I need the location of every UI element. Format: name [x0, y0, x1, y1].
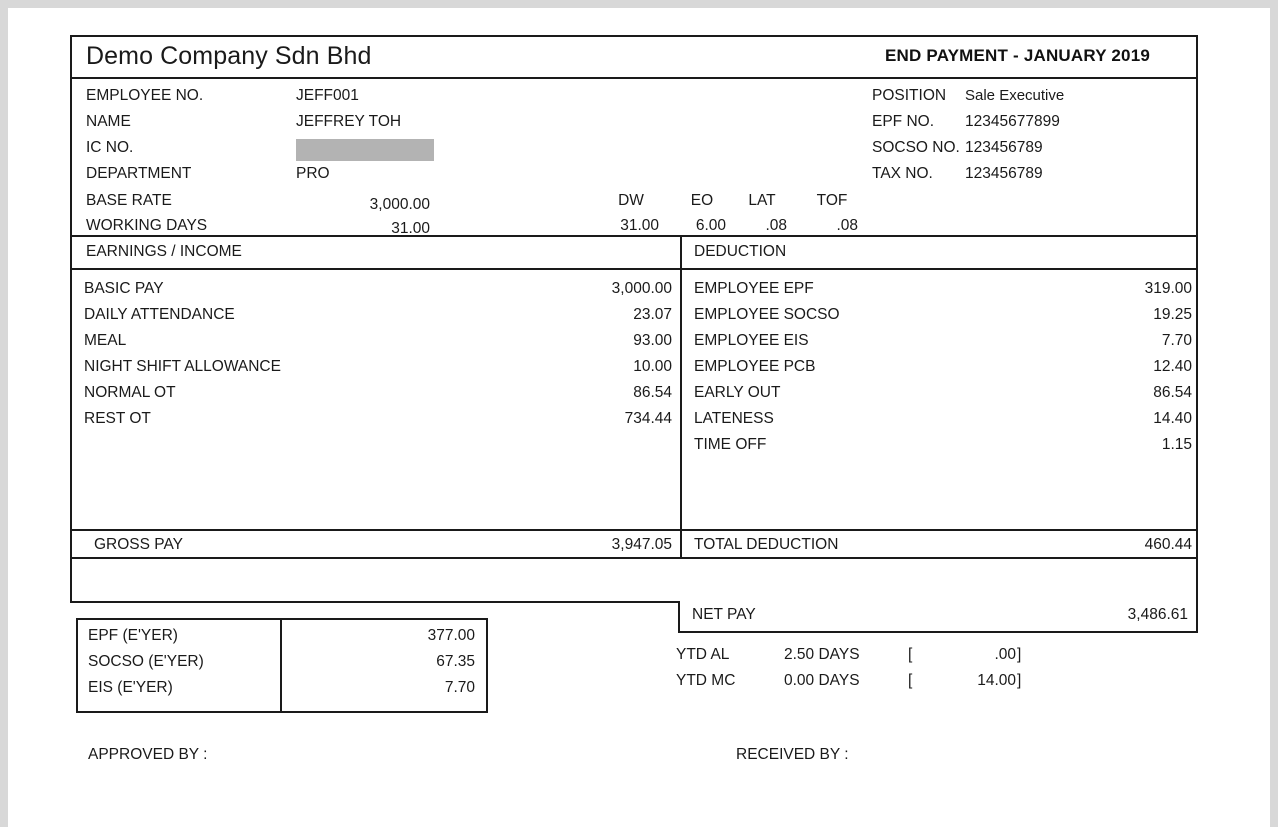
ytd-mc-days: 0.00 DAYS	[784, 672, 860, 689]
employer-socso-label: SOCSO (E'YER)	[88, 653, 204, 670]
list-item: 12.40	[1153, 358, 1192, 375]
received-by-label: RECEIVED BY :	[736, 746, 849, 763]
total-deduction-amount: 460.44	[1144, 536, 1192, 553]
approved-by-label: APPROVED BY :	[88, 746, 208, 763]
attendance-header-eo: EO	[690, 192, 714, 209]
payslip-page	[8, 8, 1270, 827]
ic-no-label: IC NO.	[86, 139, 134, 156]
list-item: EMPLOYEE EIS	[694, 332, 809, 349]
list-item: DAILY ATTENDANCE	[84, 306, 235, 323]
attendance-header-tof: TOF	[816, 192, 848, 209]
list-item: 7.70	[1161, 332, 1192, 349]
attendance-value-lat: .08	[765, 217, 787, 234]
position-label: POSITION	[872, 87, 947, 104]
net-pay-row	[678, 601, 1198, 633]
working-days-label: WORKING DAYS	[86, 217, 208, 234]
tax-no-value: 123456789	[965, 165, 1043, 182]
working-days-value: 31.00	[391, 220, 430, 237]
ytd-mc-balance: 14.00	[977, 672, 1016, 689]
ytd-al-bracket-open: [	[908, 646, 913, 663]
section-headers-row	[72, 237, 1196, 270]
ytd-al-balance: .00	[994, 646, 1016, 663]
list-item: 734.44	[624, 410, 672, 427]
net-pay-label: NET PAY	[692, 606, 756, 623]
base-rate-value: 3,000.00	[369, 196, 430, 213]
socso-no-label: SOCSO NO.	[872, 139, 960, 156]
employee-name-value: JEFFREY TOH	[296, 113, 402, 130]
net-pay-amount: 3,486.61	[1127, 606, 1188, 623]
employee-info-band	[72, 79, 1196, 237]
socso-no-value: 123456789	[965, 139, 1043, 156]
payslip-title-band	[72, 37, 1196, 79]
department-value: PRO	[296, 165, 330, 182]
attendance-value-dw: 31.00	[620, 217, 659, 234]
attendance-value-eo: 6.00	[695, 217, 726, 234]
list-item: 1.15	[1161, 436, 1192, 453]
tax-no-label: TAX NO.	[872, 165, 933, 182]
employee-no-label: EMPLOYEE NO.	[86, 87, 204, 104]
ytd-al-bracket-close: ]	[1017, 646, 1022, 663]
totals-divider	[680, 529, 682, 559]
employer-socso-amount: 67.35	[436, 653, 475, 670]
list-item: TIME OFF	[694, 436, 767, 453]
epf-no-label: EPF NO.	[872, 113, 935, 130]
attendance-header-dw: DW	[618, 192, 644, 209]
totals-row	[72, 529, 1196, 559]
employer-contributions-divider	[280, 618, 282, 713]
list-item: 14.40	[1153, 410, 1192, 427]
list-item: 3,000.00	[611, 280, 672, 297]
items-body	[72, 270, 1196, 529]
ytd-al-label: YTD AL	[676, 646, 730, 663]
employer-epf-amount: 377.00	[427, 627, 475, 644]
employer-contributions-box	[76, 618, 488, 713]
list-item: EMPLOYEE SOCSO	[694, 306, 840, 323]
list-item: 19.25	[1153, 306, 1192, 323]
document-title: END PAYMENT - JANUARY 2019	[885, 46, 1150, 65]
ytd-mc-bracket-close: ]	[1017, 672, 1022, 689]
list-item: LATENESS	[694, 410, 774, 427]
list-item: 319.00	[1144, 280, 1192, 297]
ic-no-redaction-bar	[296, 139, 434, 161]
list-item: EMPLOYEE EPF	[694, 280, 814, 297]
items-divider	[680, 270, 682, 529]
section-divider	[680, 237, 682, 269]
list-item: 93.00	[633, 332, 672, 349]
employer-epf-label: EPF (E'YER)	[88, 627, 178, 644]
total-deduction-label: TOTAL DEDUCTION	[694, 536, 839, 553]
list-item: BASIC PAY	[84, 280, 164, 297]
list-item: 10.00	[633, 358, 672, 375]
ytd-block	[676, 646, 1096, 706]
list-item: REST OT	[84, 410, 151, 427]
list-item: NIGHT SHIFT ALLOWANCE	[84, 358, 281, 375]
list-item: 86.54	[633, 384, 672, 401]
earnings-section-title: EARNINGS / INCOME	[86, 243, 242, 260]
employer-eis-label: EIS (E'YER)	[88, 679, 173, 696]
employee-no-value: JEFF001	[296, 87, 359, 104]
deduction-section-title: DEDUCTION	[694, 243, 787, 260]
ytd-mc-bracket-open: [	[908, 672, 913, 689]
gross-pay-label: GROSS PAY	[94, 536, 184, 553]
ytd-al-days: 2.50 DAYS	[784, 646, 860, 663]
epf-no-value: 12345677899	[965, 113, 1060, 130]
list-item: NORMAL OT	[84, 384, 176, 401]
base-rate-label: BASE RATE	[86, 192, 172, 209]
department-label: DEPARTMENT	[86, 165, 192, 182]
employer-eis-amount: 7.70	[444, 679, 475, 696]
attendance-value-tof: .08	[836, 217, 858, 234]
list-item: 86.54	[1153, 384, 1192, 401]
list-item: MEAL	[84, 332, 127, 349]
company-name: Demo Company Sdn Bhd	[86, 42, 372, 70]
payslip-table	[70, 35, 1198, 603]
attendance-header-lat: LAT	[748, 192, 776, 209]
list-item: EARLY OUT	[694, 384, 781, 401]
employee-name-label: NAME	[86, 113, 131, 130]
gross-pay-amount: 3,947.05	[611, 536, 672, 553]
list-item: 23.07	[633, 306, 672, 323]
ytd-mc-label: YTD MC	[676, 672, 736, 689]
position-value: Sale Executive	[965, 87, 1065, 104]
list-item: EMPLOYEE PCB	[694, 358, 816, 375]
